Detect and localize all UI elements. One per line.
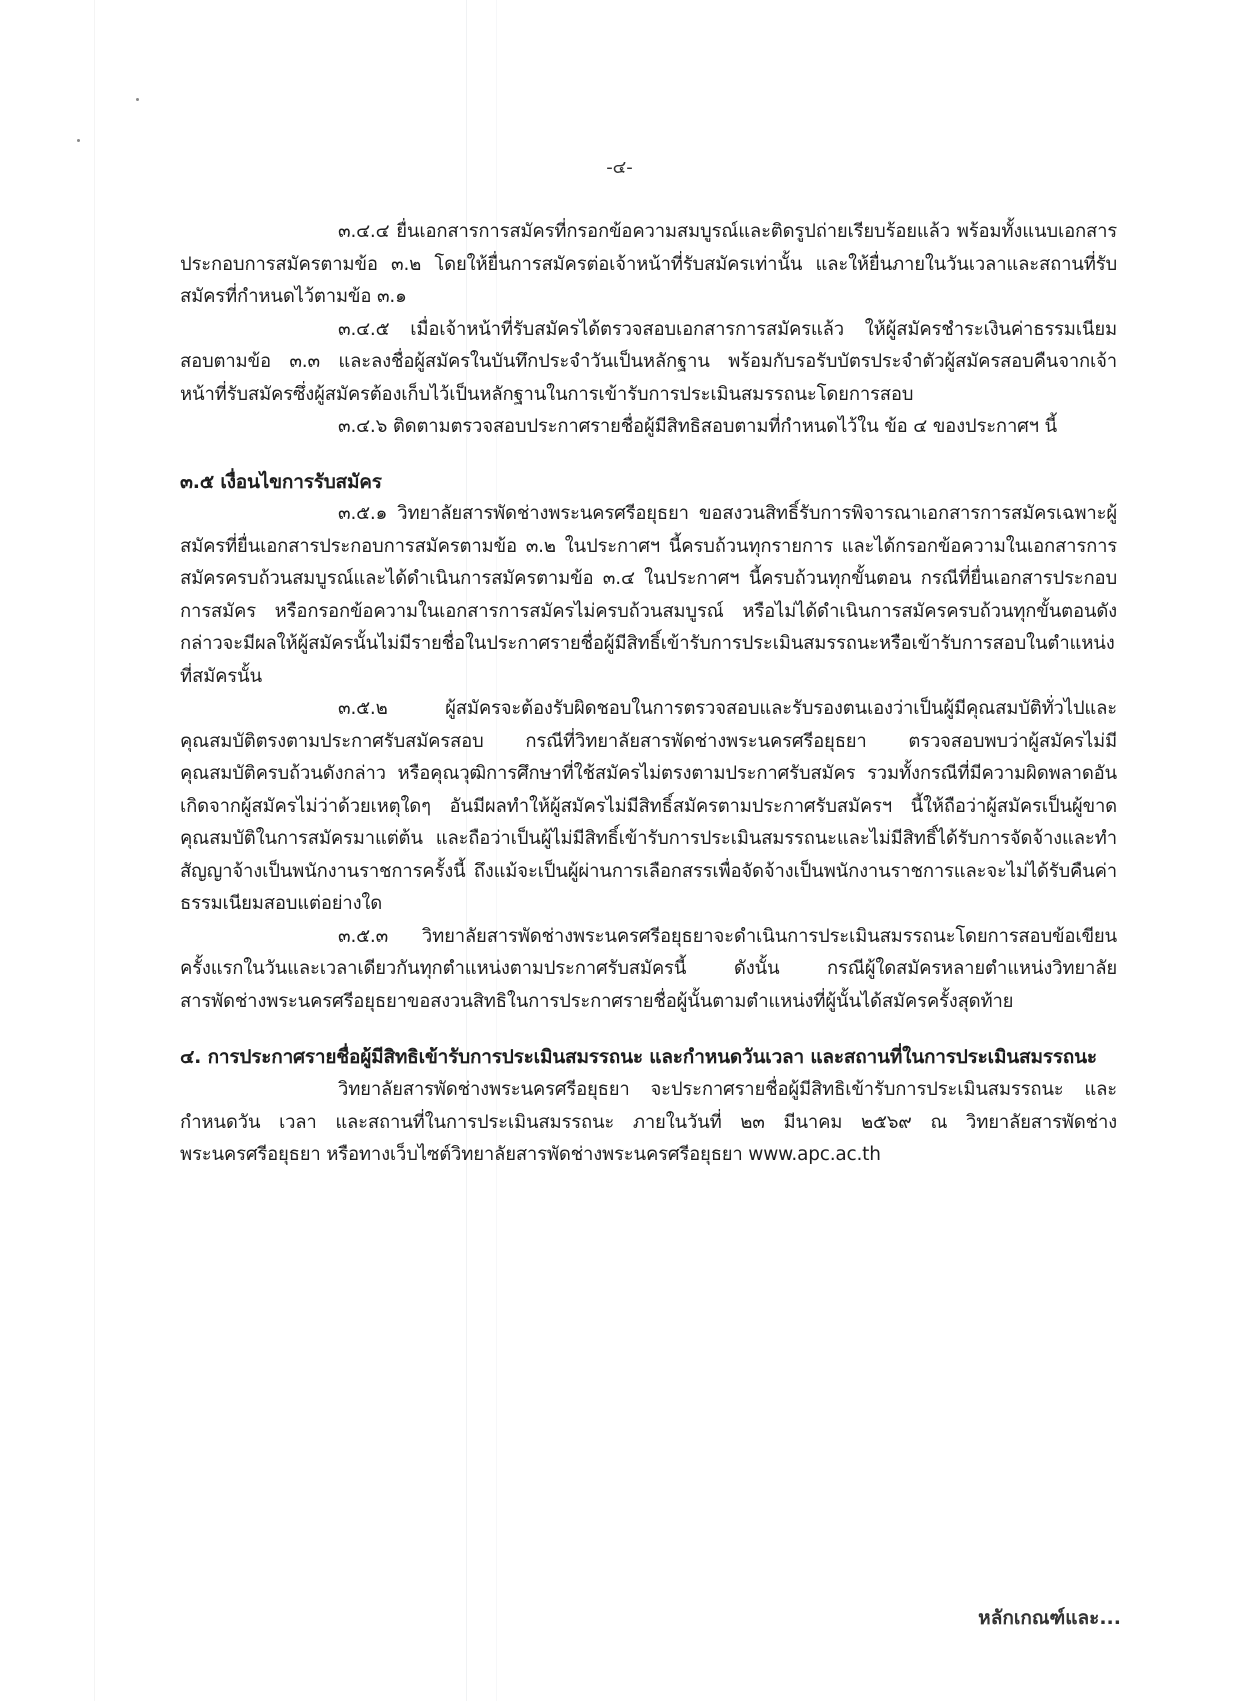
clause-3-5-2: ๓.๕.๒ ผู้สมัครจะต้องรับผิดชอบในการตรวจสอบและรับรองตนเองว่าเป็นผู้มีคุณสมบัติทั่วไปและคุณสมบัติตรงตามประกาศรับสมัครสอบ กรณีที่วิทยาลัยสารพัดช่างพระนครศรีอยุธยา ตรวจสอบพบว่าผู้สมัครไม่มีคุณสมบัติครบถ้วนดังกล่าว หรือคุณวุฒิการศึกษาที่ใช้สมัครไม่ตรงตามประกาศรับสมัคร รวมทั้งกรณีที่มีความผิดพลาดอันเกิดจากผู้สมัครไม่ว่าด้วยเหตุใดๆ อันมีผลทำให้ผู้สมัครไม่มีสิทธิ์สมัครตามประกาศรับสมัครฯ นี้ให้ถือว่าผู้สมัครเป็นผู้ขาดคุณสมบัติในการสมัครมาแต่ต้น และถือว่าเป็นผู้ไม่มีสิทธิ์เข้ารับการประเมินสมรรถนะและไม่มีสิทธิ์ได้รับการจัดจ้างและทำสัญญาจ้างเป็นพนักงานราชการครั้งนี้ ถึงแม้จะเป็นผู้ผ่านการเลือกสรรเพื่อจัดจ้างเป็นพนักงานราชการและจะไม่ได้รับคืนค่าธรรมเนียมสอบแต่อย่างใด <box>180 698 1117 914</box>
heading-3-5: ๓.๕ เงื่อนไขการรับสมัคร <box>180 470 382 493</box>
scan-line <box>94 0 95 1701</box>
scan-speck <box>77 139 80 142</box>
continuation-marker: หลักเกณฑ์และ... <box>978 1607 1121 1629</box>
document-body <box>180 216 1117 1172</box>
clause-3-4-6: ๓.๔.๖ ติดตามตรวจสอบประกาศรายชื่อผู้มีสิทธิสอบตามที่กำหนดไว้ใน ข้อ ๔ ของประกาศฯ นี้ <box>338 416 1057 437</box>
clause-3-5-3: ๓.๕.๓ วิทยาลัยสารพัดช่างพระนครศรีอยุธยาจะดำเนินการประเมินสมรรถนะโดยการสอบข้อเขียนครั้งแรกในวันและเวลาเดียวกันทุกตำแหน่งตามประกาศรับสมัครนี้ ดังนั้น กรณีผู้ใดสมัครหลายตำแหน่งวิทยาลัยสารพัดช่างพระนครศรีอยุธยาขอสงวนสิทธิในการประกาศรายชื่อผู้นั้นตามตำแหน่งที่ผู้นั้นได้สมัครครั้งสุดท้าย <box>180 925 1117 1012</box>
clause-3-5-1: ๓.๕.๑ วิทยาลัยสารพัดช่างพระนครศรีอยุธยา ขอสงวนสิทธิ์รับการพิจารณาเอกสารการสมัครเฉพาะผู้สมัครที่ยื่นเอกสารประกอบการสมัครตามข้อ ๓.๒ ในประกาศฯ นี้ครบถ้วนทุกรายการ และได้กรอกข้อความในเอกสารการสมัครครบถ้วนสมบูรณ์และได้ดำเนินการสมัครตามข้อ ๓.๔ ในประกาศฯ นี้ครบถ้วนทุกขั้นตอน กรณีที่ยื่นเอกสารประกอบการสมัคร หรือกรอกข้อความในเอกสารการสมัครไม่ครบถ้วนสมบูรณ์ หรือไม่ได้ดำเนินการสมัครครบถ้วนทุกขั้นตอนดังกล่าวจะมีผลให้ผู้สมัครนั้นไม่มีรายชื่อในประกาศรายชื่อผู้มีสิทธิ์เข้ารับการประเมินสมรรถนะหรือเข้ารับการสอบในตำแหน่งที่สมัครนั้น <box>180 503 1117 687</box>
clause-3-4-4: ๓.๔.๔ ยื่นเอกสารการสมัครที่กรอกข้อความสมบูรณ์และติดรูปถ่ายเรียบร้อยแล้ว พร้อมทั้งแนบเอกสารประกอบการสมัครตามข้อ ๓.๒ โดยให้ยื่นการสมัครต่อเจ้าหน้าที่รับสมัครเท่านั้น และให้ยื่นภายในวันเวลาและสถานที่รับสมัครที่กำหนดไว้ตามข้อ ๓.๑ <box>180 221 1117 307</box>
page-number: -๔- <box>606 157 633 178</box>
section-4-text: วิทยาลัยสารพัดช่างพระนครศรีอยุธยา จะประกาศรายชื่อผู้มีสิทธิเข้ารับการประเมินสมรรถนะ และกำหนดวัน เวลา และสถานที่ในการประเมินสมรรถนะ ภายในวันที่ ๒๓ มีนาคม ๒๕๖๙ ณ วิทยาลัยสารพัดช่างพระนครศรีอยุธยา หรือทางเว็บไซต์วิทยาลัยสารพัดช่างพระนครศรีอยุธยา www.apc.ac.th <box>180 1079 1117 1165</box>
clause-3-4-5: ๓.๔.๕ เมื่อเจ้าหน้าที่รับสมัครได้ตรวจสอบเอกสารการสมัครแล้ว ให้ผู้สมัครชำระเงินค่าธรรมเนียมสอบตามข้อ ๓.๓ และลงชื่อผู้สมัครในบันทึกประจำวันเป็นหลักฐาน พร้อมกับรอรับบัตรประจำตัวผู้สมัครสอบคืนจากเจ้าหน้าที่รับสมัครซึ่งผู้สมัครต้องเก็บไว้เป็นหลักฐานในการเข้ารับการประเมินสมรรถนะโดยการสอบ <box>180 318 1117 405</box>
heading-4: ๔. การประกาศรายชื่อผู้มีสิทธิเข้ารับการประเมินสมรรถนะ และกำหนดวันเวลา และสถานที่ในการประเมินสมรรถนะ <box>180 1046 1097 1068</box>
scan-speck <box>136 98 139 101</box>
